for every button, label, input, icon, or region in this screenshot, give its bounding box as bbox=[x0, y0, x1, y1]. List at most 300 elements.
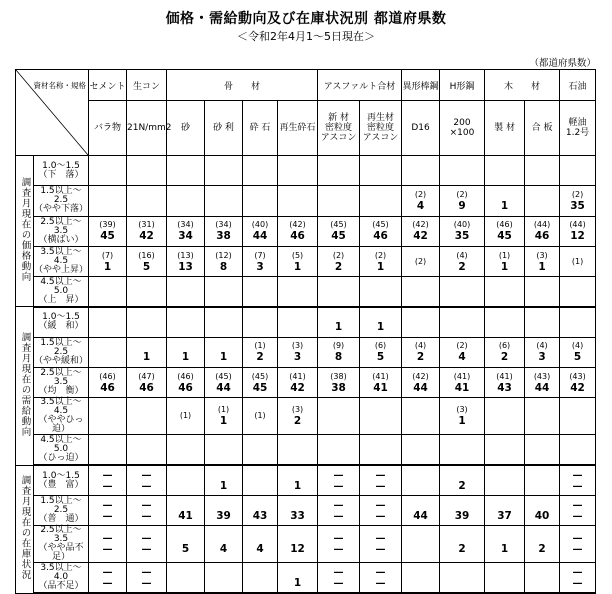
current-value: 2 bbox=[500, 351, 509, 364]
not-applicable: — bbox=[141, 499, 152, 511]
not-applicable: — bbox=[572, 480, 583, 492]
table-cell bbox=[440, 307, 485, 337]
table-cell bbox=[278, 216, 318, 246]
table-cell bbox=[485, 307, 525, 337]
previous-value: (38) bbox=[330, 371, 347, 381]
table-cell bbox=[440, 495, 485, 525]
group-namakon: 生コン bbox=[127, 70, 167, 101]
spec-oil: 軽油 1.2号 bbox=[560, 101, 596, 156]
current-value: 1 bbox=[219, 479, 228, 492]
previous-value bbox=[278, 500, 317, 510]
previous-value: (47) bbox=[138, 371, 155, 381]
previous-value bbox=[440, 573, 484, 583]
spec-crushed-stone: 砕 石 bbox=[243, 101, 278, 156]
category-text: （横ばい） bbox=[38, 234, 84, 245]
current-value: 1 bbox=[219, 415, 228, 428]
table-row bbox=[16, 216, 596, 246]
not-applicable: — bbox=[102, 566, 113, 578]
table-cell bbox=[205, 186, 243, 216]
previous-value bbox=[525, 533, 559, 543]
current-value: 9 bbox=[458, 199, 466, 212]
table-row bbox=[16, 337, 596, 367]
not-applicable: — bbox=[572, 544, 583, 556]
not-applicable: — bbox=[375, 469, 386, 481]
table-cell bbox=[318, 307, 360, 337]
previous-value bbox=[360, 445, 401, 455]
category-label bbox=[34, 563, 89, 593]
previous-value bbox=[402, 539, 439, 549]
table-cell bbox=[525, 337, 560, 367]
table-cell bbox=[360, 368, 402, 398]
table-cell bbox=[243, 526, 278, 563]
not-applicable: — bbox=[333, 566, 344, 578]
table-cell bbox=[205, 398, 243, 435]
table-cell bbox=[318, 337, 360, 367]
not-applicable: — bbox=[572, 469, 583, 481]
previous-value bbox=[243, 533, 277, 543]
spec-asphalt-new: 新 材 密粒度 アスコン bbox=[318, 101, 360, 156]
previous-value bbox=[243, 166, 277, 176]
previous-value: (34) bbox=[177, 220, 194, 230]
previous-value bbox=[278, 287, 317, 297]
not-applicable: — bbox=[333, 499, 344, 511]
table-cell bbox=[402, 563, 440, 593]
table-cell bbox=[560, 398, 596, 435]
previous-value: (31) bbox=[138, 220, 155, 230]
previous-value bbox=[440, 287, 484, 297]
current-value: 5 bbox=[142, 260, 151, 273]
previous-value: (34) bbox=[215, 220, 232, 230]
previous-value: (45) bbox=[251, 371, 269, 381]
table-cell bbox=[278, 246, 318, 276]
table-cell bbox=[89, 563, 127, 593]
table-cell bbox=[360, 526, 402, 563]
table-cell bbox=[243, 465, 278, 495]
table-cell bbox=[205, 368, 243, 398]
group-oil: 石油 bbox=[560, 70, 596, 101]
not-applicable: — bbox=[102, 469, 113, 481]
corner-header bbox=[16, 70, 89, 156]
table-cell bbox=[318, 156, 360, 186]
not-applicable: — bbox=[333, 544, 344, 556]
table-cell bbox=[485, 156, 525, 186]
previous-value bbox=[402, 573, 439, 583]
previous-value bbox=[205, 500, 242, 510]
current-value: 46 bbox=[139, 381, 154, 394]
previous-value: (46) bbox=[99, 371, 116, 381]
section-label-stock bbox=[16, 465, 34, 593]
table-row bbox=[16, 563, 596, 593]
current-value: 3 bbox=[256, 260, 264, 273]
spec-plywood: 合 板 bbox=[525, 101, 560, 156]
table-cell bbox=[560, 368, 596, 398]
table-cell bbox=[278, 563, 318, 593]
table-cell bbox=[278, 368, 318, 398]
category-text: （下 落） bbox=[38, 169, 84, 180]
current-value: 41 bbox=[454, 381, 470, 394]
not-applicable: — bbox=[333, 577, 344, 589]
table-cell bbox=[360, 337, 402, 367]
table-cell bbox=[560, 563, 596, 593]
previous-value bbox=[243, 445, 277, 455]
table-cell bbox=[402, 435, 440, 465]
previous-value bbox=[525, 500, 559, 510]
previous-value bbox=[127, 196, 166, 206]
previous-value: (7) bbox=[254, 250, 266, 260]
previous-value: (2) bbox=[456, 341, 468, 351]
table-cell bbox=[243, 495, 278, 525]
table-cell bbox=[278, 277, 318, 307]
current-value: 42 bbox=[290, 381, 305, 394]
table-cell bbox=[89, 246, 127, 276]
previous-value bbox=[440, 317, 484, 327]
previous-value bbox=[360, 166, 401, 176]
category-text: （やや緩和） bbox=[34, 355, 89, 366]
table-cell bbox=[205, 337, 243, 367]
table-cell bbox=[525, 435, 560, 465]
previous-value bbox=[278, 317, 317, 327]
table-cell bbox=[560, 495, 596, 525]
table-cell bbox=[440, 526, 485, 563]
current-value: 41 bbox=[373, 381, 388, 394]
table-cell bbox=[278, 398, 318, 435]
table-cell bbox=[89, 307, 127, 337]
table-cell bbox=[205, 307, 243, 337]
table-cell bbox=[127, 465, 167, 495]
table-cell bbox=[318, 526, 360, 563]
table-row bbox=[16, 186, 596, 216]
table-cell bbox=[560, 307, 596, 337]
category-range: 2.5以上～3.5 bbox=[40, 368, 82, 388]
previous-value bbox=[89, 317, 126, 327]
previous-value: (4) bbox=[571, 341, 584, 351]
table-row bbox=[16, 246, 596, 276]
previous-value bbox=[402, 445, 439, 455]
previous-value: (3) bbox=[456, 405, 468, 415]
current-value: 2 bbox=[256, 351, 264, 364]
previous-value bbox=[167, 533, 204, 543]
current-value: 1 bbox=[500, 543, 509, 556]
previous-value: (1) bbox=[254, 411, 266, 421]
current-value: 42 bbox=[570, 381, 585, 394]
previous-value bbox=[525, 317, 559, 327]
table-cell bbox=[485, 465, 525, 495]
table-cell bbox=[485, 368, 525, 398]
table-cell bbox=[89, 526, 127, 563]
previous-value bbox=[243, 196, 277, 206]
table-cell bbox=[243, 307, 278, 337]
current-value: 3 bbox=[293, 351, 302, 364]
previous-value: (40) bbox=[453, 220, 471, 230]
previous-value: (42) bbox=[412, 220, 429, 230]
section-title: 調査月現在の需給動向 bbox=[19, 332, 31, 438]
table-cell bbox=[440, 186, 485, 216]
current-value: 35 bbox=[570, 199, 585, 212]
previous-value bbox=[89, 196, 126, 206]
previous-value: (2) bbox=[414, 256, 427, 266]
table-cell bbox=[318, 277, 360, 307]
previous-value bbox=[278, 470, 317, 480]
table-cell bbox=[127, 495, 167, 525]
table-cell bbox=[243, 368, 278, 398]
category-range: 4.5以上～5.0 bbox=[40, 435, 82, 455]
previous-value bbox=[205, 445, 242, 455]
table-cell bbox=[205, 563, 243, 593]
table-cell bbox=[402, 495, 440, 525]
table-cell bbox=[440, 563, 485, 593]
current-value: 4 bbox=[458, 351, 466, 364]
table-cell bbox=[402, 307, 440, 337]
not-applicable: — bbox=[375, 499, 386, 511]
previous-value bbox=[205, 533, 242, 543]
previous-value: (44) bbox=[569, 220, 586, 230]
current-value: 45 bbox=[331, 230, 346, 243]
table-cell bbox=[360, 495, 402, 525]
table-cell bbox=[243, 186, 278, 216]
table-cell bbox=[127, 337, 167, 367]
previous-value bbox=[402, 476, 439, 486]
previous-value bbox=[560, 317, 595, 327]
category-label bbox=[34, 398, 89, 435]
previous-value bbox=[440, 470, 484, 480]
current-value: 1 bbox=[293, 479, 302, 492]
table-cell bbox=[440, 156, 485, 186]
not-applicable: — bbox=[375, 533, 386, 545]
table-cell bbox=[318, 246, 360, 276]
previous-value: (1) bbox=[498, 250, 511, 260]
current-value: 45 bbox=[497, 230, 512, 243]
current-value: 39 bbox=[216, 509, 231, 522]
category-range: 1.0～1.5 bbox=[42, 470, 80, 481]
not-applicable: — bbox=[141, 510, 152, 522]
previous-value: (41) bbox=[289, 371, 306, 381]
not-applicable: — bbox=[141, 480, 152, 492]
current-value: 35 bbox=[454, 230, 470, 243]
previous-value bbox=[485, 287, 524, 297]
previous-value bbox=[485, 533, 524, 543]
not-applicable: — bbox=[333, 510, 344, 522]
current-value: 46 bbox=[100, 381, 115, 394]
table-cell bbox=[89, 277, 127, 307]
table-cell bbox=[205, 465, 243, 495]
previous-value bbox=[360, 196, 401, 206]
previous-value bbox=[402, 287, 439, 297]
category-range: 2.5以上～3.5 bbox=[40, 525, 82, 545]
not-applicable: — bbox=[375, 577, 386, 589]
group-h-steel: H形鋼 bbox=[440, 70, 485, 101]
previous-value: (4) bbox=[536, 341, 548, 351]
previous-value bbox=[525, 445, 559, 455]
table-cell bbox=[485, 246, 525, 276]
table-cell bbox=[485, 277, 525, 307]
not-applicable: — bbox=[102, 499, 113, 511]
table-cell bbox=[440, 465, 485, 495]
previous-value: (1) bbox=[571, 256, 584, 266]
previous-value bbox=[560, 287, 595, 297]
previous-value bbox=[167, 341, 204, 351]
table-cell bbox=[167, 563, 205, 593]
not-applicable: — bbox=[102, 510, 113, 522]
table-cell bbox=[167, 398, 205, 435]
spec-namakon: 21N/mm2 bbox=[127, 101, 167, 156]
current-value: 3 bbox=[538, 351, 546, 364]
table-cell bbox=[205, 435, 243, 465]
table-row bbox=[16, 465, 596, 495]
table-cell bbox=[127, 156, 167, 186]
previous-value: (45) bbox=[215, 371, 232, 381]
not-applicable: — bbox=[572, 533, 583, 545]
current-value: 45 bbox=[252, 381, 268, 394]
previous-value: (42) bbox=[412, 371, 429, 381]
previous-value bbox=[278, 166, 317, 176]
current-value: 4 bbox=[219, 543, 228, 556]
table-cell bbox=[127, 563, 167, 593]
previous-value: (43) bbox=[569, 371, 586, 381]
previous-value bbox=[127, 317, 166, 327]
category-label bbox=[34, 246, 89, 276]
previous-value bbox=[89, 287, 126, 297]
previous-value bbox=[485, 317, 524, 327]
table-cell bbox=[205, 495, 243, 525]
not-applicable: — bbox=[375, 480, 386, 492]
current-value: 42 bbox=[139, 230, 154, 243]
table-cell bbox=[205, 277, 243, 307]
previous-value bbox=[318, 311, 359, 321]
previous-value bbox=[127, 341, 166, 351]
previous-value bbox=[485, 500, 524, 510]
table-cell bbox=[243, 337, 278, 367]
current-value: 1 bbox=[458, 415, 466, 428]
category-label bbox=[34, 526, 89, 563]
table-cell bbox=[525, 368, 560, 398]
category-text: （豊 富） bbox=[38, 479, 84, 490]
not-applicable: — bbox=[141, 566, 152, 578]
table-cell bbox=[440, 435, 485, 465]
previous-value bbox=[402, 166, 439, 176]
current-value: 4 bbox=[416, 199, 425, 212]
previous-value bbox=[560, 166, 595, 176]
not-applicable: — bbox=[141, 469, 152, 481]
previous-value bbox=[318, 287, 359, 297]
previous-value bbox=[278, 445, 317, 455]
table-cell bbox=[525, 277, 560, 307]
table-cell bbox=[560, 526, 596, 563]
current-value: 1 bbox=[293, 576, 302, 589]
table-cell bbox=[402, 526, 440, 563]
table-cell bbox=[278, 337, 318, 367]
previous-value bbox=[318, 445, 359, 455]
current-value: 1 bbox=[142, 351, 151, 364]
table-cell bbox=[485, 495, 525, 525]
current-value: 44 bbox=[216, 381, 231, 394]
current-value: 43 bbox=[252, 509, 268, 522]
table-cell bbox=[360, 186, 402, 216]
previous-value: (39) bbox=[99, 220, 116, 230]
table-cell bbox=[402, 337, 440, 367]
table-cell bbox=[360, 216, 402, 246]
section-label-price bbox=[16, 156, 34, 307]
category-range: 1.0～1.5 bbox=[42, 312, 80, 323]
previous-value bbox=[89, 445, 126, 455]
current-value: 46 bbox=[290, 230, 305, 243]
spec-asphalt-recycled: 再生材 密粒度 アスコン bbox=[360, 101, 402, 156]
not-applicable: — bbox=[102, 480, 113, 492]
previous-value: (45) bbox=[330, 220, 347, 230]
table-cell bbox=[560, 337, 596, 367]
previous-value: (2) bbox=[374, 250, 387, 260]
table-cell bbox=[127, 526, 167, 563]
previous-value bbox=[525, 573, 559, 583]
table-cell bbox=[243, 246, 278, 276]
current-value: 2 bbox=[334, 260, 343, 273]
category-text: （品不足） bbox=[38, 581, 84, 592]
table-cell bbox=[402, 368, 440, 398]
previous-value bbox=[205, 341, 242, 351]
previous-value: (1) bbox=[217, 405, 230, 415]
current-value: 1 bbox=[181, 351, 190, 364]
current-value: 8 bbox=[334, 351, 343, 364]
previous-value: (3) bbox=[291, 341, 304, 351]
table-cell bbox=[525, 246, 560, 276]
not-applicable: — bbox=[102, 533, 113, 545]
previous-value: (40) bbox=[251, 220, 269, 230]
table-cell bbox=[167, 186, 205, 216]
table-cell bbox=[278, 186, 318, 216]
table-cell bbox=[360, 277, 402, 307]
current-value: 38 bbox=[216, 230, 231, 243]
previous-value: (46) bbox=[496, 220, 513, 230]
header-row-specs bbox=[16, 101, 596, 156]
current-value: 41 bbox=[178, 509, 193, 522]
not-applicable: — bbox=[572, 566, 583, 578]
previous-value bbox=[167, 573, 204, 583]
previous-value bbox=[560, 411, 595, 421]
previous-value: (4) bbox=[414, 341, 427, 351]
table-cell bbox=[89, 368, 127, 398]
current-value: 39 bbox=[454, 509, 470, 522]
table-cell bbox=[525, 398, 560, 435]
table-cell bbox=[127, 368, 167, 398]
section-title: 調査月現在の価格動向 bbox=[19, 177, 31, 283]
table-cell bbox=[89, 398, 127, 435]
table-cell bbox=[485, 337, 525, 367]
table-cell bbox=[318, 368, 360, 398]
previous-value: (13) bbox=[177, 250, 194, 260]
current-value: 4 bbox=[256, 543, 264, 556]
category-label bbox=[34, 186, 89, 216]
table-cell bbox=[360, 563, 402, 593]
table-cell bbox=[318, 563, 360, 593]
previous-value bbox=[205, 287, 242, 297]
previous-value bbox=[127, 166, 166, 176]
table-cell bbox=[318, 495, 360, 525]
table-cell bbox=[278, 156, 318, 186]
table-cell bbox=[560, 246, 596, 276]
category-text: （上 昇） bbox=[38, 295, 84, 306]
current-value: 37 bbox=[497, 509, 512, 522]
not-applicable: — bbox=[102, 544, 113, 556]
table-cell bbox=[167, 246, 205, 276]
table-cell bbox=[560, 156, 596, 186]
category-label bbox=[34, 495, 89, 525]
table-cell bbox=[167, 216, 205, 246]
previous-value bbox=[525, 166, 559, 176]
previous-value bbox=[89, 347, 126, 357]
table-cell bbox=[560, 186, 596, 216]
current-value: 12 bbox=[290, 543, 305, 556]
table-cell bbox=[525, 465, 560, 495]
category-label bbox=[34, 156, 89, 186]
